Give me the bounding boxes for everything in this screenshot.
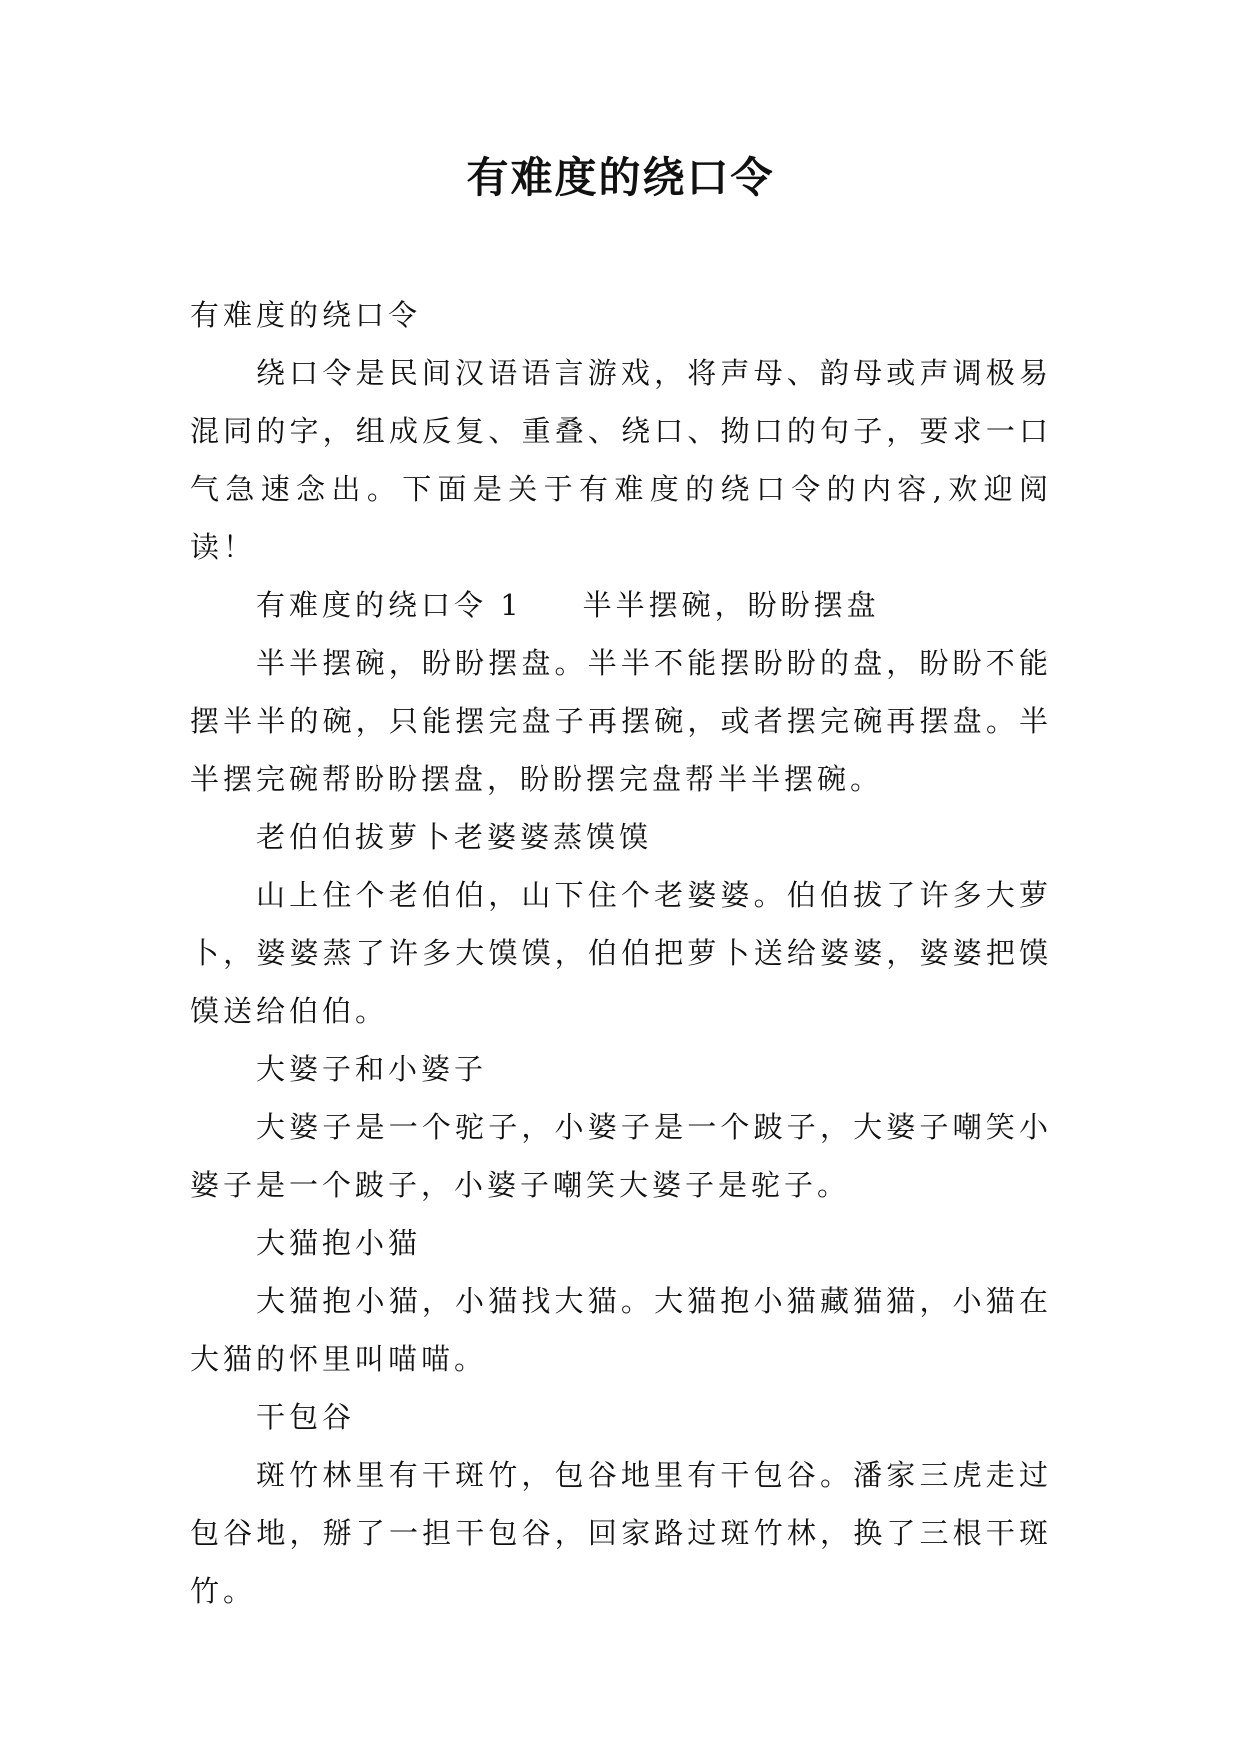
intro-paragraph: 绕口令是民间汉语语言游戏，将声母、韵母或声调极易混同的字，组成反复、重叠、绕口、拗口的句子，要求一口气急速念出。下面是关于有难度的绕口令的内容,欢迎阅读！ (190, 356, 1052, 564)
section-label: 有难度的绕口令 1 (256, 588, 523, 622)
page-title: 有难度的绕口令 (466, 153, 775, 202)
section-heading-5: 干包谷 (256, 1400, 356, 1434)
section-body-2: 山上住个老伯伯，山下住个老婆婆。伯伯拔了许多大萝卜，婆婆蒸了许多大馍馍，伯伯把萝卜送给婆婆，婆婆把馍馍送给伯伯。 (190, 878, 1052, 1028)
section-body-4: 大猫抱小猫，小猫找大猫。大猫抱小猫藏猫猫，小猫在大猫的怀里叫喵喵。 (190, 1284, 1052, 1376)
doc-heading: 有难度的绕口令 (190, 298, 422, 332)
section-body-3: 大婆子是一个驼子，小婆子是一个跛子，大婆子嘲笑小婆子是一个跛子，小婆子嘲笑大婆子是驼子。 (190, 1110, 1052, 1202)
section-heading-4: 大猫抱小猫 (256, 1226, 422, 1260)
section-heading-1 (190, 576, 1052, 634)
section-body-1: 半半摆碗，盼盼摆盘。半半不能摆盼盼的盘，盼盼不能摆半半的碗，只能摆完盘子再摆碗，或者摆完碗再摆盘。半半摆完碗帮盼盼摆盘，盼盼摆完盘帮半半摆碗。 (190, 646, 1052, 796)
section-heading-3: 大婆子和小婆子 (256, 1052, 488, 1086)
section-heading-2: 老伯伯拔萝卜老婆婆蒸馍馍 (256, 820, 653, 854)
section-title: 半半摆碗，盼盼摆盘 (582, 588, 880, 622)
section-body-5: 斑竹林里有干斑竹，包谷地里有干包谷。潘家三虎走过包谷地，掰了一担干包谷，回家路过斑竹林，换了三根干斑竹。 (190, 1458, 1052, 1608)
document-body (190, 286, 1052, 1620)
